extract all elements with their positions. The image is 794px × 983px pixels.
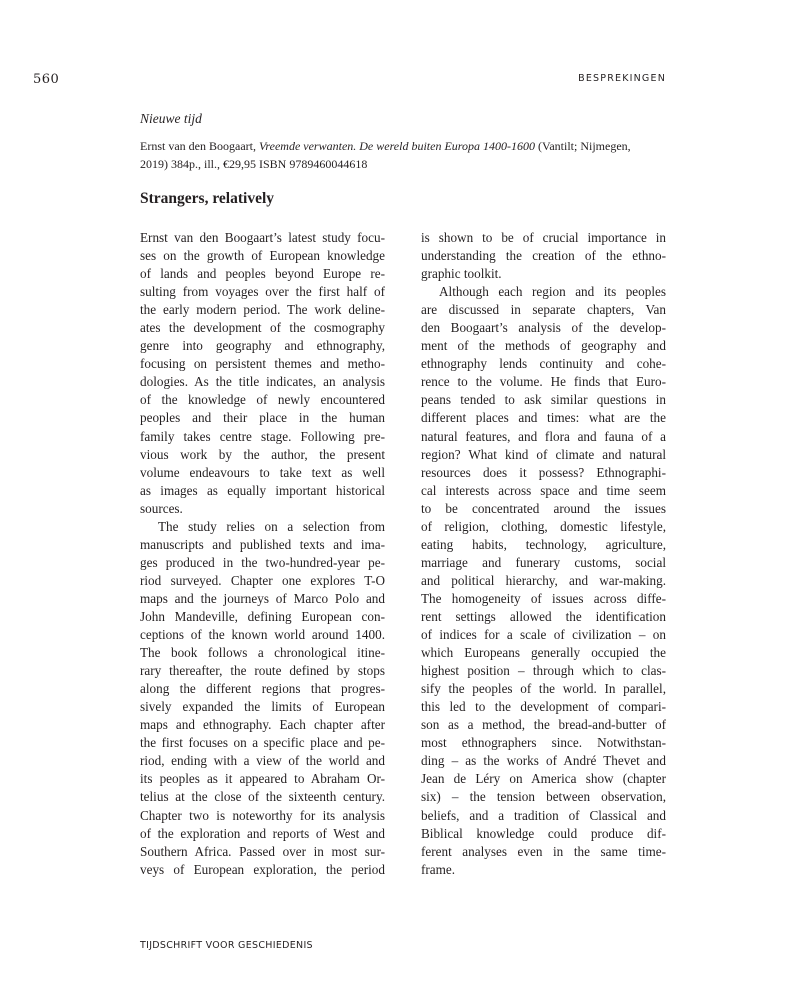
text-line: den Boogaart’s analysis of the develop-: [421, 320, 666, 336]
text-line: manuscripts and published texts and ima-: [140, 536, 385, 552]
text-line: which Europeans generally occupied the: [421, 645, 666, 661]
text-line: telius at the close of the sixteenth century.: [140, 789, 385, 805]
text-line: ethnography lends continuity and cohe-: [421, 356, 666, 372]
citation-publication-details: 2019) 384p., ill., €29,95 ISBN 9789460044618: [140, 157, 368, 171]
citation-author: Ernst van den Boogaart,: [140, 139, 259, 153]
text-line: sively expanded the limits of European: [140, 699, 385, 715]
text-line: resources does it possess? Ethnographi-: [421, 464, 666, 480]
text-line: are discussed in separate chapters, Van: [421, 302, 666, 318]
text-line: sources.: [140, 500, 183, 516]
text-line: maps and ethnography. Each chapter after: [140, 717, 385, 733]
text-line: frame.: [421, 861, 456, 877]
text-line: of the exploration and reports of West and: [140, 825, 385, 841]
text-line: its peoples as it appeared to Abraham Or-: [140, 771, 385, 787]
text-line: Southern Africa. Passed over in most sur-: [140, 843, 385, 859]
text-line: and political hierarchy, and war-making.: [421, 572, 666, 588]
text-line: John Mandeville, defining European con-: [140, 608, 385, 624]
text-line: natural features, and flora and fauna of a: [421, 428, 666, 444]
text-line: graphic toolkit.: [421, 266, 502, 282]
text-line: to be concentrated around the issues: [421, 500, 666, 516]
text-line: ates the development of the cosmography: [140, 320, 385, 336]
text-line: volume endeavours to take text as well: [140, 464, 385, 480]
section-label: Nieuwe tijd: [140, 111, 202, 126]
text-line: this led to the development of compari-: [421, 699, 666, 715]
text-line: The study relies on a selection from: [158, 518, 385, 534]
text-line: peoples and their place in the human: [140, 410, 385, 426]
text-line: sify the peoples of the world. In parallel,: [421, 681, 666, 697]
text-line: ges produced in the two-hundred-year pe-: [140, 554, 385, 570]
text-line: region? What kind of climate and natural: [421, 446, 666, 462]
text-line: vious work by the author, the present: [140, 446, 385, 462]
text-line: ses on the growth of European knowledge: [140, 248, 385, 264]
text-line: riod, ending with a view of the world and: [140, 753, 385, 769]
text-line: of lands and peoples beyond Europe re-: [140, 266, 385, 282]
text-line: dologies. As the title indicates, an analysis: [140, 374, 385, 390]
text-line: marriage and funerary customs, social: [421, 554, 666, 570]
journal-footer: TIJDSCHRIFT VOOR GESCHIEDENIS: [140, 940, 313, 951]
text-line: Chapter two is noteworthy for its analysis: [140, 807, 385, 823]
text-line: ment of the methods of geography and: [421, 338, 666, 354]
text-line: cal interests across space and time seem: [421, 482, 666, 498]
text-line: Biblical knowledge could produce dif-: [421, 825, 666, 841]
text-line: of the knowledge of newly encountered: [140, 392, 385, 408]
text-line: maps and the journeys of Marco Polo and: [140, 590, 385, 606]
book-citation: [140, 137, 660, 173]
text-line: as images as equally important historical: [140, 482, 385, 498]
text-line: different places and times: what are the: [421, 410, 666, 426]
page-number: 560: [33, 72, 60, 87]
running-head: BESPREKINGEN: [578, 73, 666, 84]
text-line: rary thereafter, the route defined by stops: [140, 663, 385, 679]
text-line: six) – the tension between observation,: [421, 789, 666, 805]
text-line: most ethnographers since. Notwithstan-: [421, 735, 666, 751]
text-line: ding – as the works of André Thevet and: [421, 753, 666, 769]
text-line: genre into geography and ethnography,: [140, 338, 385, 354]
text-line: rence to the volume. He finds that Euro-: [421, 374, 666, 390]
text-line: The homogeneity of issues across diffe-: [421, 590, 666, 606]
text-line: family takes centre stage. Following pre-: [140, 428, 385, 444]
text-line: is shown to be of crucial importance in: [421, 230, 666, 245]
text-line: beliefs, and a tradition of Classical and: [421, 807, 666, 823]
text-line: along the different regions that progres-: [140, 681, 385, 697]
text-line: highest position – through which to clas-: [421, 663, 666, 679]
text-line: focusing on persistent themes and metho-: [140, 356, 385, 372]
text-line: Although each region and its peoples: [439, 284, 666, 300]
text-line: Jean de Léry on America show (chapter: [421, 771, 666, 787]
citation-book-title: Vreemde verwanten. De wereld buiten Europa 1400-1600: [258, 139, 536, 153]
review-title: Strangers, relatively: [140, 190, 275, 207]
text-line: the early modern period. The work deline-: [140, 302, 385, 318]
text-line: sulting from voyages over the first half of: [140, 284, 385, 300]
text-column-left: [140, 229, 385, 879]
text-line: peans tended to ask similar questions in: [421, 392, 666, 408]
citation-publication: (Vantilt; Nijmegen,: [535, 139, 631, 153]
text-line: understanding the creation of the ethno-: [421, 248, 666, 264]
text-line: riod surveyed. Chapter one explores T-O: [140, 572, 385, 588]
text-line: veys of European exploration, the period: [140, 861, 385, 877]
text-line: Ernst van den Boogaart’s latest study focu-: [140, 230, 385, 245]
text-line: eating habits, technology, agriculture,: [421, 536, 666, 552]
text-line: ferent analyses even in the same time-: [421, 843, 666, 859]
text-line: ceptions of the known world around 1400.: [140, 627, 385, 643]
text-column-right: [421, 229, 666, 879]
text-line: of religion, clothing, domestic lifestyle,: [421, 518, 666, 534]
text-line: son as a method, the bread-and-butter of: [421, 717, 666, 733]
text-line: the first focuses on a specific place and pe-: [140, 735, 385, 751]
text-line: The book follows a chronological itine-: [140, 645, 385, 661]
text-line: of indices for a scale of civilization – on: [421, 627, 666, 643]
text-line: rent settings allowed the identification: [421, 608, 666, 624]
